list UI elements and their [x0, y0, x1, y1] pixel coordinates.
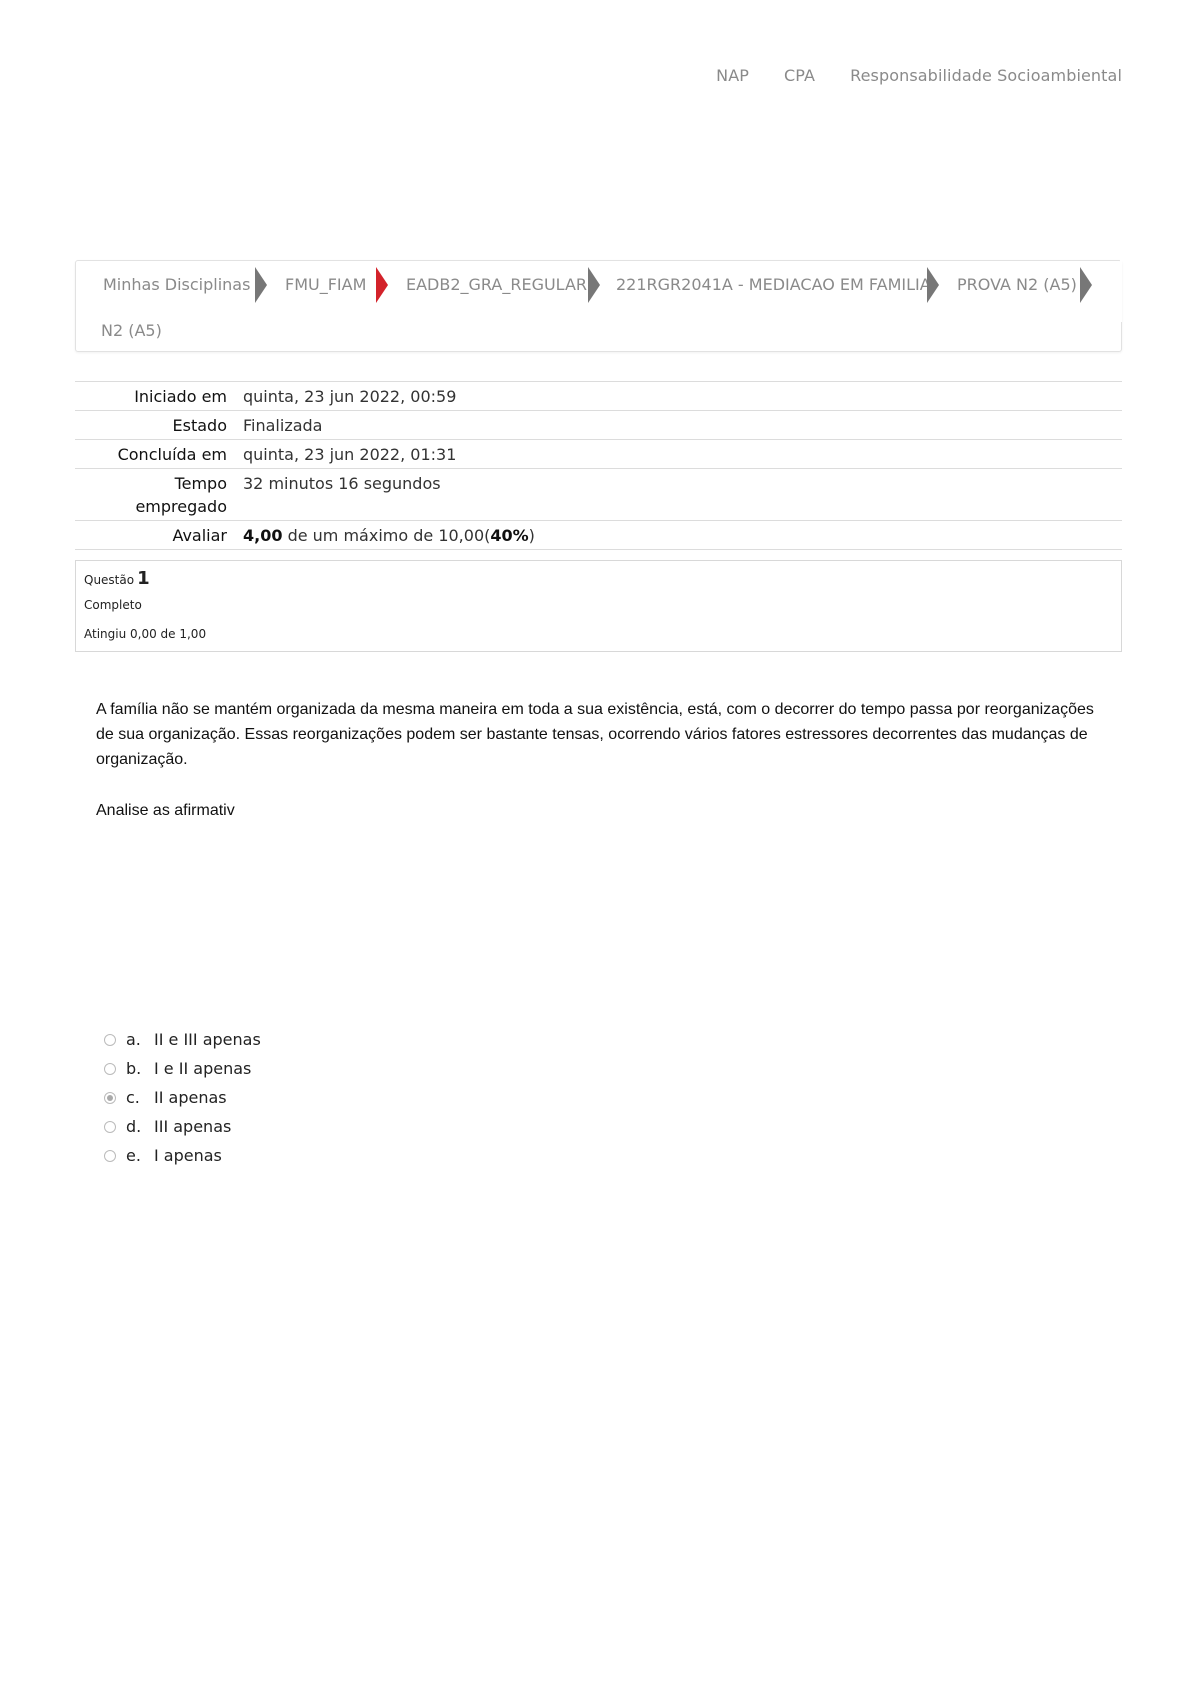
summary-row-state [75, 411, 1122, 440]
answer-letter: b. [126, 1059, 142, 1078]
breadcrumb-item-fmu-fiam[interactable]: FMU_FIAM [285, 275, 367, 294]
answer-option-b[interactable] [104, 1054, 261, 1083]
summary-label: Iniciado em [134, 387, 227, 406]
summary-value: quinta, 23 jun 2022, 00:59 [243, 387, 457, 406]
breadcrumb-separator-icon [588, 267, 600, 303]
answer-letter: c. [126, 1088, 140, 1107]
answer-text: I apenas [154, 1146, 222, 1165]
radio-checked-icon[interactable] [104, 1092, 116, 1104]
breadcrumb-item-prova[interactable]: PROVA N2 (A5) [957, 275, 1077, 294]
attempt-summary-table [75, 381, 1122, 550]
summary-value: Finalizada [243, 416, 323, 435]
answer-letter: d. [126, 1117, 142, 1136]
answer-list [104, 1025, 261, 1170]
breadcrumb-separator-icon [1080, 267, 1092, 303]
summary-label: Estado [172, 416, 227, 435]
question-number [84, 568, 150, 589]
question-paragraph: Analise as afirmativ [96, 802, 235, 819]
radio-icon[interactable] [104, 1150, 116, 1162]
summary-label-line: Tempo [174, 474, 227, 493]
question-paragraph: A família não se mantém organizada da mesma maneira em toda a sua existência, está, com o decorrer do tempo passa por reorganizações de sua organização. Essas reorganizações podem ser bastante tensas, ocorrendo vários fatores estressores decorrentes das mudanças de organização. [96, 701, 1094, 768]
summary-label: Avaliar [172, 526, 227, 545]
question-text [96, 697, 1106, 849]
question-grade: Atingiu 0,00 de 1,00 [84, 627, 207, 641]
radio-icon[interactable] [104, 1121, 116, 1133]
summary-label-line: empregado [135, 497, 227, 516]
answer-letter: a. [126, 1030, 141, 1049]
summary-row-grade [75, 521, 1122, 550]
answer-text: II e III apenas [154, 1030, 261, 1049]
radio-icon[interactable] [104, 1034, 116, 1046]
summary-value: 32 minutos 16 segundos [243, 474, 441, 493]
grade-middle: de um máximo de 10,00( [282, 526, 491, 545]
breadcrumb-item-minhas-disciplinas[interactable]: Minhas Disciplinas [103, 275, 251, 294]
top-nav [681, 66, 1122, 85]
answer-option-e[interactable] [104, 1141, 261, 1170]
answer-text: III apenas [154, 1117, 232, 1136]
answer-text: I e II apenas [154, 1059, 252, 1078]
question-info-box [75, 560, 1122, 652]
answer-option-d[interactable] [104, 1112, 261, 1141]
summary-value [237, 521, 1122, 550]
breadcrumb-separator-icon [255, 267, 267, 303]
summary-label [75, 469, 237, 521]
summary-label: Concluída em [117, 445, 227, 464]
radio-icon[interactable] [104, 1063, 116, 1075]
answer-text: II apenas [154, 1088, 227, 1107]
breadcrumb [75, 260, 1122, 352]
answer-option-a[interactable] [104, 1025, 261, 1054]
breadcrumb-separator-active-icon [376, 267, 388, 303]
summary-row-completed [75, 440, 1122, 469]
summary-row-started [75, 382, 1122, 411]
nav-link-cpa[interactable]: CPA [784, 66, 816, 85]
grade-end: ) [528, 526, 535, 545]
nav-link-responsabilidade[interactable]: Responsabilidade Socioambiental [850, 66, 1122, 85]
summary-value: quinta, 23 jun 2022, 01:31 [243, 445, 457, 464]
breadcrumb-separator-icon [927, 267, 939, 303]
answer-option-c[interactable] [104, 1083, 261, 1112]
question-label: Questão [84, 573, 135, 587]
breadcrumb-item-course[interactable]: 221RGR2041A - MEDIACAO EM FAMILIA [616, 275, 931, 294]
grade-percent: 40% [490, 526, 529, 545]
breadcrumb-item-eadb2[interactable]: EADB2_GRA_REGULAR [406, 275, 588, 294]
question-number-value: 1 [137, 568, 150, 589]
nav-link-nap[interactable]: NAP [716, 66, 750, 85]
breadcrumb-row [76, 261, 1121, 311]
summary-row-time [75, 469, 1122, 521]
question-state: Completo [84, 598, 142, 612]
breadcrumb-item-current: N2 (A5) [101, 321, 162, 340]
answer-letter: e. [126, 1146, 141, 1165]
grade-score: 4,00 [243, 526, 283, 545]
